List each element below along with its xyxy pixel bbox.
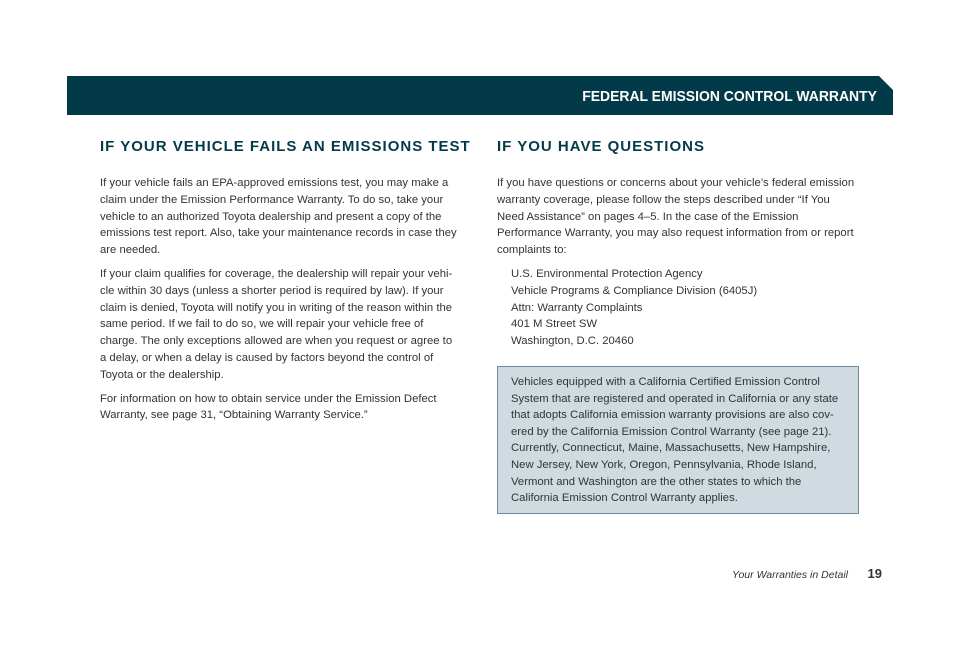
paragraph-service-info: For information on how to obtain service under the Emission Defect Warranty, see page 31, “Obtaining Warranty Service.” (100, 392, 437, 422)
address-line-division: Vehicle Programs & Compliance Division (6405J) (511, 284, 758, 297)
section-heading-emissions-test: IF YOUR VEHICLE FAILS AN EMISSIONS TEST (100, 138, 471, 155)
address-line-city: Washington, D.C. 20460 (511, 335, 634, 348)
header-corner-notch (879, 76, 893, 90)
page-number: 19 (867, 566, 882, 581)
address-line-attn: Attn: Warranty Complaints (511, 301, 643, 314)
epa-address (511, 266, 859, 350)
page-title: FEDERAL EMISSION CONTROL WARRANTY (582, 88, 877, 105)
paragraph-coverage: If your claim qualifies for coverage, the dealership will repair your vehi-cle within 30 days (unless a shorter period is required by law). If your claim is denied, Toyota will notify you in writing of the reason within the same period. If we fail to do so, we will repair your vehicle free of charge. The only exceptions allowed are when you request or agree to a delay, or when a delay is caused by factors beyond the control of Toyota or the dealership. (100, 267, 453, 381)
header-bar (67, 76, 893, 115)
notice-text: Vehicles equipped with a California Certified Emission Control System that are registered and operated in California or any state that adopts California emission warranty provisions are also cov-ered by the California Emission Control Warranty (see page 21). Currently, Connecticut, Maine, Massachusetts, New Hampshire, New Jersey, New York, Oregon, Pennsylvania, Rhode Island, Vermont and Washington are the other states to which the California Emission Control Warranty applies. (511, 376, 839, 505)
section-heading-questions: IF YOU HAVE QUESTIONS (497, 138, 705, 155)
paragraph-questions: If you have questions or concerns about your vehicle’s federal emission warranty coverage, please follow the steps described under “If You Need Assistance” on pages 4–5. In the case of the Emission Performance Warranty, you may also request information from or report complaints to: (497, 177, 855, 257)
california-warranty-notice (497, 366, 859, 514)
right-column (497, 138, 859, 350)
address-line-agency: U.S. Environmental Protection Agency (511, 267, 703, 280)
left-column (100, 138, 471, 431)
paragraph-claim: If your vehicle fails an EPA-approved emissions test, you may make a claim under the Emission Performance Warranty. To do so, take your vehicle to an authorized Toyota dealership and present a copy of the emissions test report. Also, take your maintenance records in case they are needed. (100, 177, 457, 257)
footer-section-label: Your Warranties in Detail (732, 569, 848, 581)
address-line-street: 401 M Street SW (511, 318, 598, 331)
